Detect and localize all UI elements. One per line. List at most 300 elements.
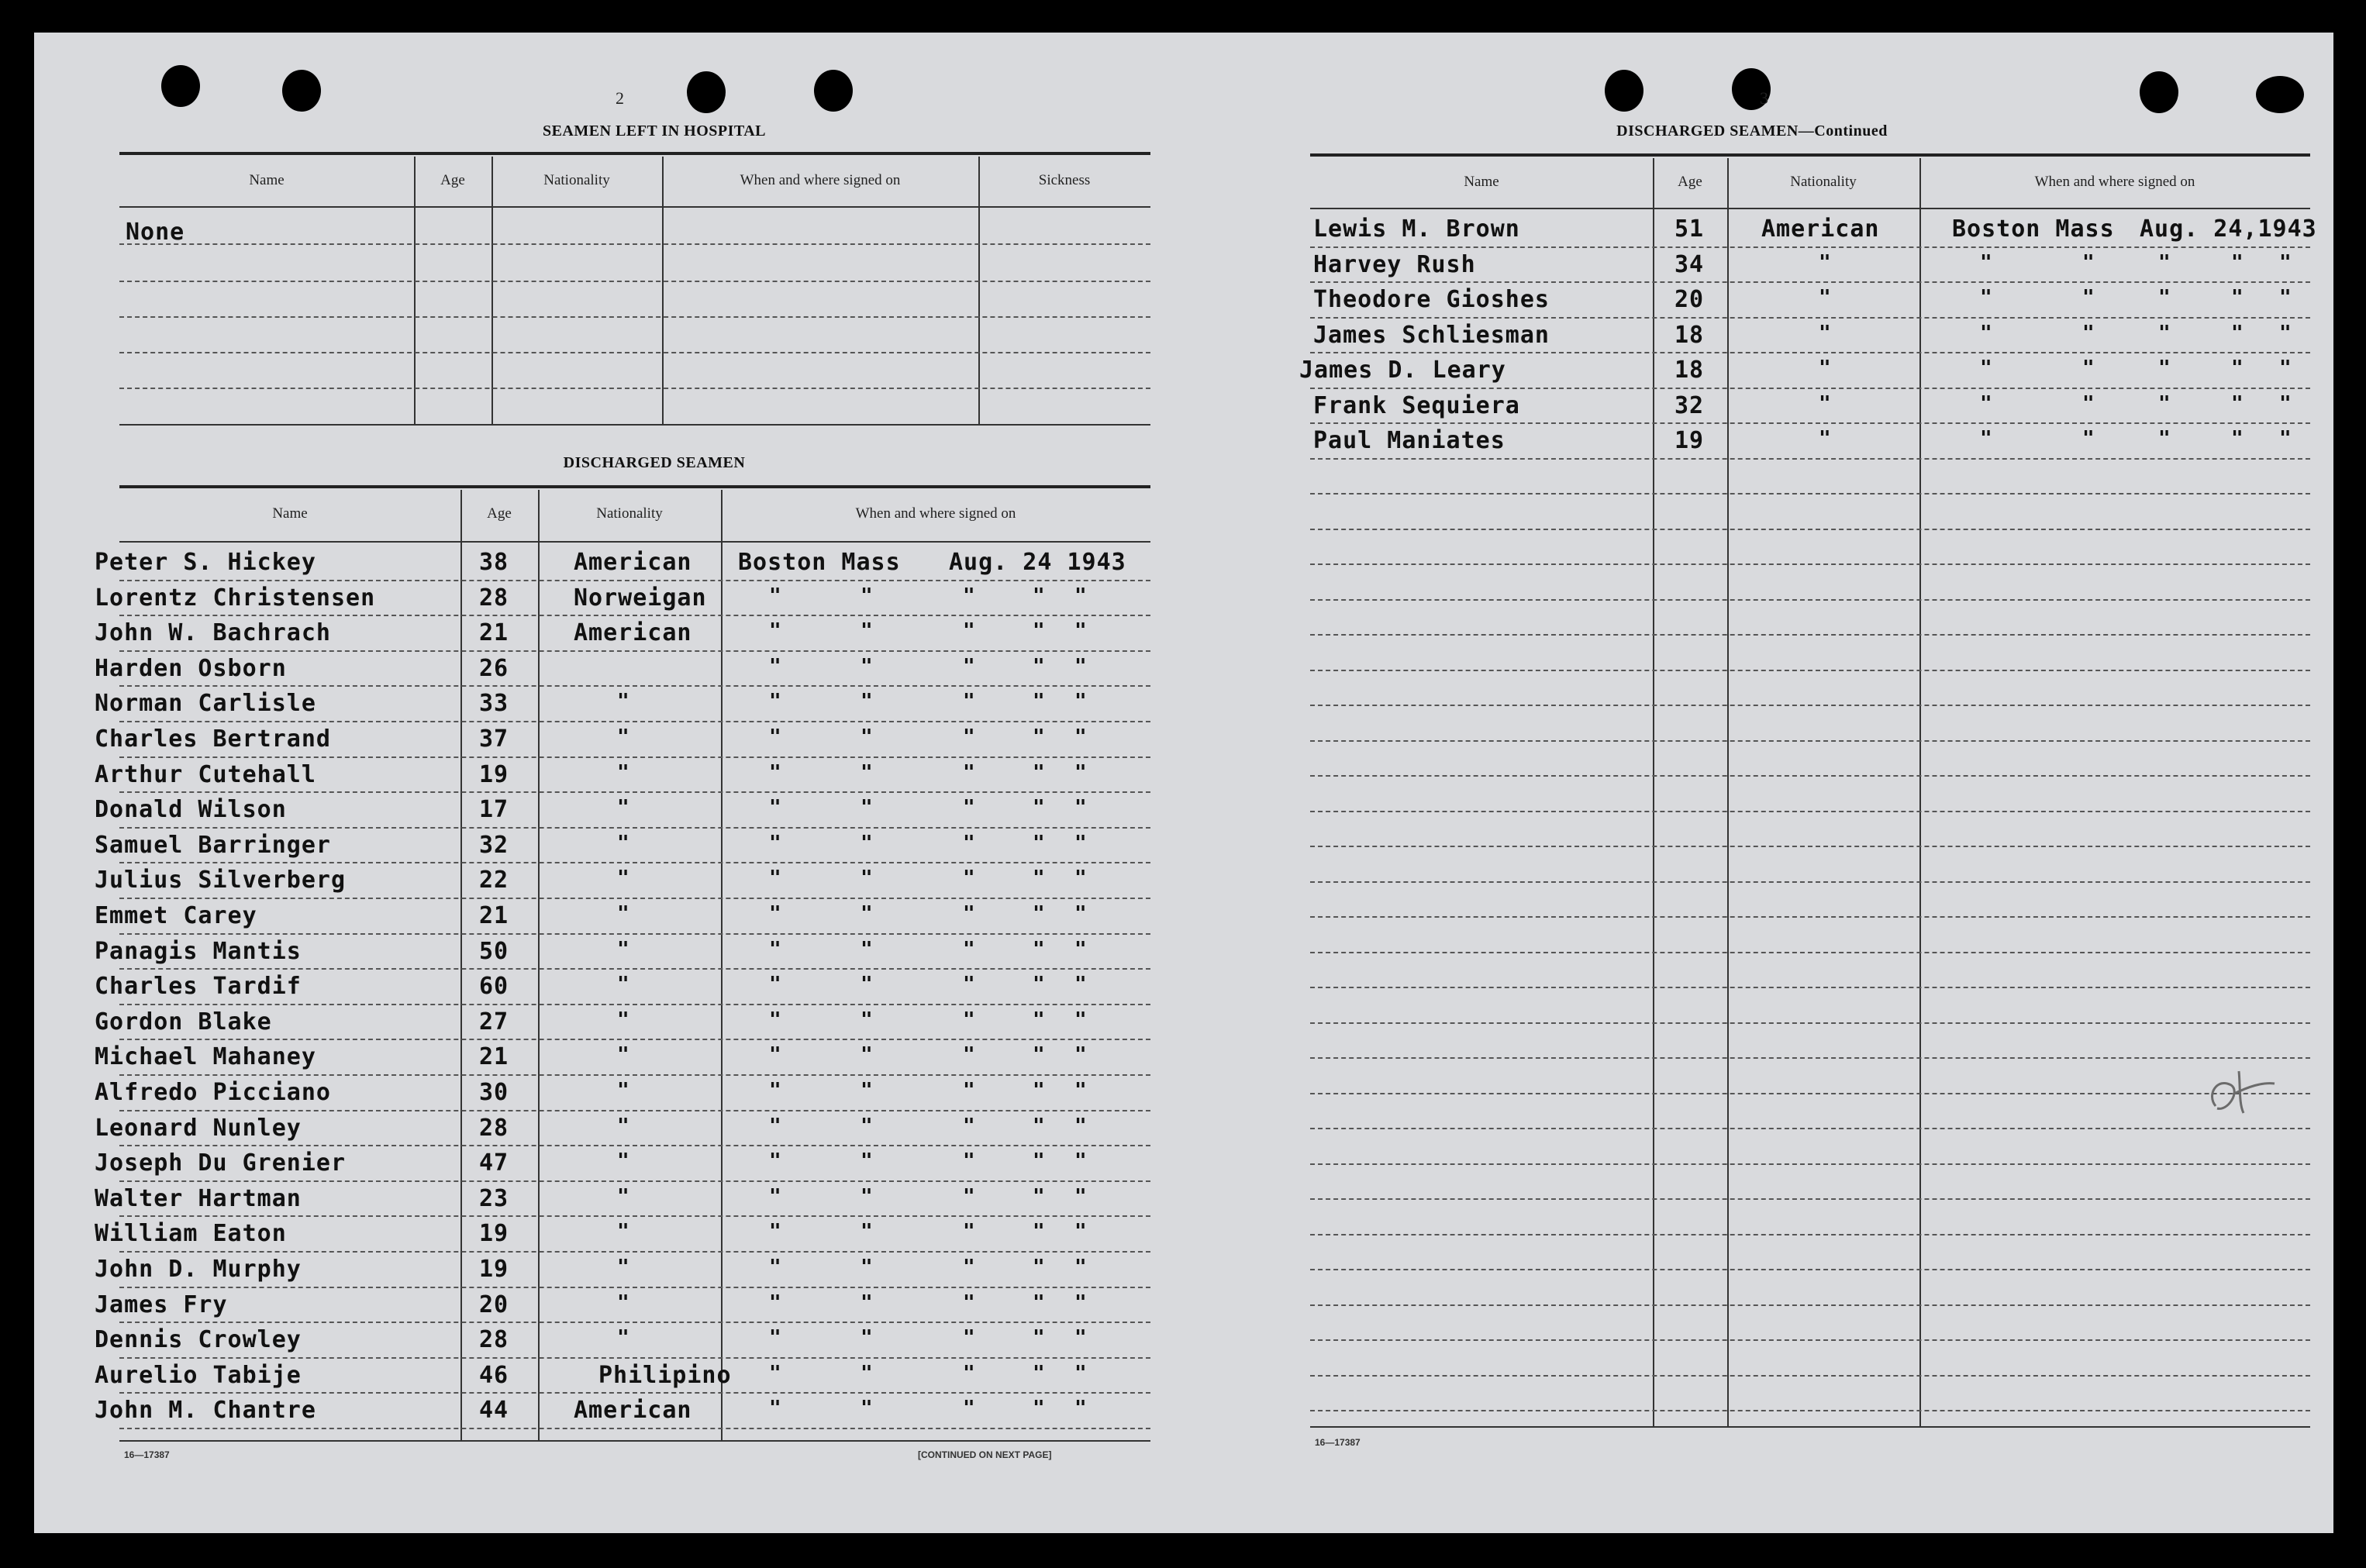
place-ditto: " (861, 1397, 873, 1420)
column-divider (1919, 158, 1921, 1426)
row-rule (1310, 281, 2310, 283)
row-rule (119, 1004, 1150, 1005)
col-header-nationality: Nationality (1790, 174, 1857, 190)
place-ditto: " (861, 867, 873, 890)
place-ditto: " (861, 761, 873, 784)
date-ditto: " (2279, 427, 2292, 450)
row-rule (1310, 987, 2310, 988)
date-ditto: " (1033, 1185, 1045, 1208)
row-rule (119, 1392, 1150, 1394)
place-ditto: " (769, 1043, 781, 1067)
row-rule (119, 685, 1150, 687)
col-header-name: Name (1464, 174, 1499, 190)
date-ditto: " (1074, 1185, 1087, 1208)
row-rule (1310, 1057, 2310, 1059)
nationality-ditto: " (617, 1185, 629, 1208)
punch-hole (814, 70, 853, 112)
place-ditto: " (861, 690, 873, 713)
date-ditto: " (1033, 655, 1045, 678)
nationality-ditto: " (1819, 251, 1831, 274)
row-rule (119, 1287, 1150, 1288)
seaman-name: Harden Osborn (95, 655, 287, 682)
place-ditto: " (769, 867, 781, 890)
date-ditto: " (1033, 761, 1045, 784)
nationality-ditto: " (1819, 427, 1831, 450)
date-ditto: " (963, 1008, 975, 1032)
place-ditto: " (769, 725, 781, 749)
place-ditto: " (769, 973, 781, 996)
seaman-age: 44 (479, 1397, 509, 1424)
nationality-ditto: " (617, 1220, 629, 1243)
seaman-nationality: Norweigan (574, 584, 707, 612)
date-ditto: " (2158, 357, 2171, 380)
date-ditto: " (2158, 427, 2171, 450)
seaman-name: Theodore Gioshes (1313, 286, 1550, 313)
row-rule (119, 1145, 1150, 1146)
nationality-ditto: " (617, 1256, 629, 1279)
table-rule (1310, 208, 2310, 209)
place-ditto: " (769, 1149, 781, 1173)
date-ditto: " (2231, 286, 2244, 309)
seaman-age: 20 (1674, 286, 1705, 313)
seaman-name: Lorentz Christensen (95, 584, 376, 612)
place-ditto: " (1980, 427, 1992, 450)
row-rule (119, 243, 1150, 245)
date-ditto: " (1074, 796, 1087, 819)
row-rule (1310, 775, 2310, 777)
row-rule (119, 791, 1150, 793)
seaman-nationality: American (574, 619, 692, 646)
seaman-age: 47 (479, 1149, 509, 1177)
place-ditto: " (769, 796, 781, 819)
hospital-entry: None (126, 219, 185, 246)
seaman-name: Alfredo Picciano (95, 1079, 331, 1106)
signed-on-place: Boston Mass (738, 549, 901, 576)
place-ditto: " (861, 1220, 873, 1243)
row-rule (1310, 1375, 2310, 1377)
date-ditto: " (1033, 1079, 1045, 1102)
seaman-name: Lewis M. Brown (1313, 215, 1520, 243)
place-ditto: " (861, 938, 873, 961)
seaman-age: 19 (1674, 427, 1705, 454)
seaman-name: Paul Maniates (1313, 427, 1505, 454)
seaman-age: 19 (479, 1220, 509, 1247)
date-ditto: " (1033, 902, 1045, 925)
table-rule (119, 152, 1150, 155)
date-ditto: " (1074, 1362, 1087, 1385)
place-ditto: " (861, 1326, 873, 1349)
date-ditto: " (1074, 690, 1087, 713)
date-ditto: " (1074, 1079, 1087, 1102)
place-ditto: " (769, 690, 781, 713)
place-ditto: " (769, 1291, 781, 1315)
place-ditto: " (769, 832, 781, 855)
table-rule (1310, 1426, 2310, 1428)
punch-hole (282, 70, 321, 112)
place-ditto: " (861, 619, 873, 643)
place-ditto: " (861, 1079, 873, 1102)
place-ditto: " (861, 1362, 873, 1385)
seaman-name: Charles Tardif (95, 973, 302, 1000)
place-ditto: " (861, 1185, 873, 1208)
seaman-name: Dennis Crowley (95, 1326, 302, 1353)
nationality-ditto: " (1819, 322, 1831, 345)
seaman-age: 50 (479, 938, 509, 965)
date-ditto: " (2279, 286, 2292, 309)
date-ditto: " (963, 655, 975, 678)
date-ditto: " (1074, 1220, 1087, 1243)
seaman-name: Leonard Nunley (95, 1115, 302, 1142)
seaman-age: 38 (479, 549, 509, 576)
date-ditto: " (2231, 392, 2244, 415)
col-header-signed-on: When and where signed on (2034, 174, 2195, 190)
page-number: 3 (1760, 88, 1768, 108)
row-rule (1310, 493, 2310, 495)
date-ditto: " (1033, 796, 1045, 819)
date-ditto: " (1074, 1008, 1087, 1032)
row-rule (1310, 422, 2310, 424)
row-rule (119, 1357, 1150, 1359)
place-ditto: " (861, 1149, 873, 1173)
row-rule (1310, 740, 2310, 742)
table-rule (119, 541, 1150, 543)
right-page (1225, 33, 2333, 1533)
row-rule (1310, 1163, 2310, 1165)
place-ditto: " (861, 1043, 873, 1067)
row-rule (1310, 1198, 2310, 1200)
seaman-age: 20 (479, 1291, 509, 1318)
date-ditto: " (1033, 938, 1045, 961)
row-rule (119, 1039, 1150, 1040)
date-ditto: " (1074, 973, 1087, 996)
seaman-age: 32 (479, 832, 509, 859)
date-ditto: " (1033, 1362, 1045, 1385)
place-ditto: " (1980, 286, 1992, 309)
nationality-ditto: " (617, 1149, 629, 1173)
seaman-name: William Eaton (95, 1220, 287, 1247)
seaman-age: 28 (479, 584, 509, 612)
date-ditto: " (2279, 357, 2292, 380)
signed-on-date: Aug. 24,1943 (2140, 215, 2317, 243)
date-ditto: " (963, 1115, 975, 1138)
seaman-age: 19 (479, 1256, 509, 1283)
table-rule (119, 206, 1150, 208)
date-ditto: " (2158, 286, 2171, 309)
row-rule (119, 1251, 1150, 1253)
place-ditto: " (861, 655, 873, 678)
date-ditto: " (963, 796, 975, 819)
nationality-ditto: " (617, 973, 629, 996)
row-rule (1310, 563, 2310, 565)
nationality-ditto: " (1819, 392, 1831, 415)
col-header-age: Age (1678, 174, 1702, 190)
date-ditto: " (2231, 357, 2244, 380)
column-divider (1653, 158, 1654, 1426)
seaman-age: 19 (479, 761, 509, 788)
row-rule (1310, 352, 2310, 353)
seaman-name: Michael Mahaney (95, 1043, 316, 1070)
row-rule (119, 827, 1150, 829)
date-ditto: " (963, 1079, 975, 1102)
date-ditto: " (1074, 619, 1087, 643)
seaman-name: James D. Leary (1299, 357, 1506, 384)
date-ditto: " (1033, 1397, 1045, 1420)
date-ditto: " (2158, 251, 2171, 274)
row-rule (1310, 246, 2310, 248)
form-number: 16—17387 (124, 1449, 170, 1460)
seaman-age: 18 (1674, 322, 1705, 349)
nationality-ditto: " (617, 1079, 629, 1102)
row-rule (1310, 1022, 2310, 1024)
seaman-name: Joseph Du Grenier (95, 1149, 347, 1177)
place-ditto: " (2082, 357, 2095, 380)
col-header-signed-on: When and where signed on (855, 505, 1016, 522)
column-divider (491, 157, 493, 424)
place-ditto: " (861, 725, 873, 749)
date-ditto: " (963, 584, 975, 608)
place-ditto: " (769, 1326, 781, 1349)
date-ditto: " (1074, 1326, 1087, 1349)
row-rule (119, 721, 1150, 722)
date-ditto: " (1033, 1115, 1045, 1138)
date-ditto: " (1074, 867, 1087, 890)
place-ditto: " (861, 584, 873, 608)
seaman-age: 26 (479, 655, 509, 682)
col-header-signed-on: When and where signed on (740, 172, 901, 188)
date-ditto: " (2158, 322, 2171, 345)
row-rule (1310, 916, 2310, 918)
column-divider (460, 490, 462, 1440)
seaman-name: John W. Bachrach (95, 619, 331, 646)
date-ditto: " (1033, 1326, 1045, 1349)
row-rule (119, 316, 1150, 318)
date-ditto: " (963, 1149, 975, 1173)
date-ditto: " (1074, 1256, 1087, 1279)
date-ditto: " (2279, 322, 2292, 345)
row-rule (119, 615, 1150, 616)
row-rule (119, 862, 1150, 863)
place-ditto: " (861, 832, 873, 855)
date-ditto: " (1074, 761, 1087, 784)
nationality-ditto: " (617, 1326, 629, 1349)
seaman-age: 21 (479, 619, 509, 646)
seaman-name: Arthur Cutehall (95, 761, 316, 788)
date-ditto: " (963, 690, 975, 713)
column-divider (662, 157, 664, 424)
seaman-name: Donald Wilson (95, 796, 287, 823)
seaman-name: James Schliesman (1313, 322, 1550, 349)
place-ditto: " (769, 1115, 781, 1138)
date-ditto: " (1033, 725, 1045, 749)
date-ditto: " (2231, 427, 2244, 450)
column-divider (1727, 158, 1729, 1426)
date-ditto: " (1033, 584, 1045, 608)
row-rule (1310, 1093, 2310, 1094)
row-rule (119, 933, 1150, 935)
place-ditto: " (769, 761, 781, 784)
punch-hole (161, 65, 200, 107)
place-ditto: " (861, 902, 873, 925)
date-ditto: " (1074, 725, 1087, 749)
date-ditto: " (1033, 832, 1045, 855)
place-ditto: " (1980, 251, 1992, 274)
place-ditto: " (769, 1220, 781, 1243)
date-ditto: " (963, 725, 975, 749)
row-rule (119, 898, 1150, 899)
seaman-name: John M. Chantre (95, 1397, 316, 1424)
seaman-age: 51 (1674, 215, 1705, 243)
place-ditto: " (769, 1256, 781, 1279)
row-rule (1310, 670, 2310, 671)
row-rule (1310, 1269, 2310, 1270)
row-rule (119, 580, 1150, 581)
row-rule (119, 1074, 1150, 1076)
form-number: 16—17387 (1315, 1437, 1361, 1448)
date-ditto: " (963, 1397, 975, 1420)
row-rule (1310, 1128, 2310, 1129)
date-ditto: " (2231, 251, 2244, 274)
punch-hole (2140, 71, 2178, 113)
place-ditto: " (1980, 392, 1992, 415)
row-rule (1310, 1234, 2310, 1235)
left-page (34, 33, 1181, 1533)
date-ditto: " (2279, 251, 2292, 274)
date-ditto: " (963, 1256, 975, 1279)
row-rule (1310, 705, 2310, 706)
date-ditto: " (963, 973, 975, 996)
date-ditto: " (963, 1220, 975, 1243)
row-rule (119, 650, 1150, 652)
seaman-age: 27 (479, 1008, 509, 1036)
row-rule (1310, 1304, 2310, 1306)
column-divider (978, 157, 980, 424)
place-ditto: " (861, 973, 873, 996)
date-ditto: " (963, 761, 975, 784)
seaman-age: 28 (479, 1115, 509, 1142)
col-header-name: Name (249, 172, 285, 188)
date-ditto: " (1074, 832, 1087, 855)
signed-on-date: Aug. 24 1943 (949, 549, 1126, 576)
date-ditto: " (1033, 1008, 1045, 1032)
table-rule (119, 424, 1150, 426)
nationality-ditto: " (617, 796, 629, 819)
place-ditto: " (2082, 286, 2095, 309)
seaman-name: Samuel Barringer (95, 832, 331, 859)
place-ditto: " (769, 902, 781, 925)
seaman-name: Julius Silverberg (95, 867, 347, 894)
seaman-name: Gordon Blake (95, 1008, 272, 1036)
row-rule (1310, 388, 2310, 389)
date-ditto: " (1074, 1043, 1087, 1067)
date-ditto: " (1074, 1149, 1087, 1173)
row-rule (119, 1180, 1150, 1182)
date-ditto: " (2279, 392, 2292, 415)
row-rule (1310, 317, 2310, 319)
date-ditto: " (1074, 938, 1087, 961)
place-ditto: " (769, 1185, 781, 1208)
col-header-sickness: Sickness (1038, 172, 1091, 188)
row-rule (119, 1110, 1150, 1111)
table-rule (1310, 153, 2310, 157)
row-rule (119, 1428, 1150, 1429)
seaman-age: 21 (479, 902, 509, 929)
punch-hole (1605, 70, 1643, 112)
row-rule (1310, 458, 2310, 460)
nationality-ditto: " (617, 832, 629, 855)
date-ditto: " (963, 1291, 975, 1315)
row-rule (119, 1215, 1150, 1217)
column-divider (721, 490, 723, 1440)
date-ditto: " (963, 938, 975, 961)
row-rule (1310, 1339, 2310, 1341)
seaman-name: Walter Hartman (95, 1185, 302, 1212)
place-ditto: " (2082, 392, 2095, 415)
place-ditto: " (2082, 322, 2095, 345)
seaman-age: 21 (479, 1043, 509, 1070)
seaman-age: 30 (479, 1079, 509, 1106)
row-rule (119, 1322, 1150, 1323)
punch-hole (2256, 76, 2304, 113)
discharged-section-title: DISCHARGED SEAMEN (563, 454, 746, 471)
date-ditto: " (2158, 392, 2171, 415)
date-ditto: " (1074, 1115, 1087, 1138)
place-ditto: " (861, 1008, 873, 1032)
date-ditto: " (1074, 1291, 1087, 1315)
date-ditto: " (1074, 655, 1087, 678)
seaman-age: 23 (479, 1185, 509, 1212)
place-ditto: " (769, 1362, 781, 1385)
seaman-name: Aurelio Tabije (95, 1362, 302, 1389)
place-ditto: " (769, 1079, 781, 1102)
place-ditto: " (2082, 427, 2095, 450)
nationality-ditto: " (617, 1115, 629, 1138)
date-ditto: " (1033, 867, 1045, 890)
seaman-age: 22 (479, 867, 509, 894)
date-ditto: " (1033, 690, 1045, 713)
nationality-ditto: " (617, 1291, 629, 1315)
column-divider (414, 157, 416, 424)
handwritten-initials (2200, 1063, 2285, 1125)
col-header-nationality: Nationality (543, 172, 610, 188)
nationality-ditto: " (617, 1043, 629, 1067)
column-divider (538, 490, 540, 1440)
row-rule (1310, 881, 2310, 883)
row-rule (1310, 846, 2310, 847)
seaman-age: 28 (479, 1326, 509, 1353)
hospital-section-title: SEAMEN LEFT IN HOSPITAL (542, 122, 767, 140)
seaman-nationality: American (1761, 215, 1880, 243)
seaman-age: 46 (479, 1362, 509, 1389)
date-ditto: " (963, 867, 975, 890)
row-rule (1310, 811, 2310, 812)
place-ditto: " (2082, 251, 2095, 274)
punch-hole (687, 71, 726, 113)
date-ditto: " (963, 1362, 975, 1385)
signed-on-place: Boston Mass (1952, 215, 2115, 243)
row-rule (119, 388, 1150, 389)
nationality-ditto: " (617, 690, 629, 713)
seaman-age: 60 (479, 973, 509, 1000)
scanned-document (34, 33, 2333, 1533)
seaman-age: 33 (479, 690, 509, 717)
continued-section-title: DISCHARGED SEAMEN—Continued (1616, 122, 1888, 140)
date-ditto: " (1033, 1043, 1045, 1067)
place-ditto: " (1980, 322, 1992, 345)
place-ditto: " (769, 655, 781, 678)
row-rule (119, 281, 1150, 282)
place-ditto: " (861, 1291, 873, 1315)
page-number: 2 (616, 88, 624, 108)
